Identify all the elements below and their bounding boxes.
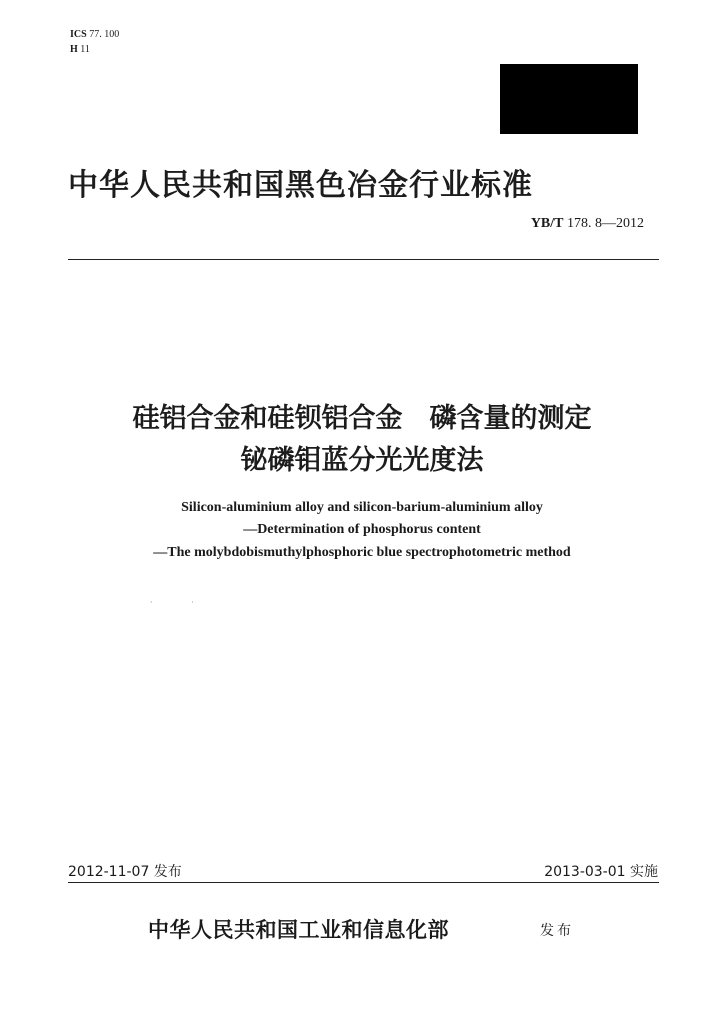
top-divider <box>68 259 659 260</box>
classification-codes <box>70 27 119 57</box>
issuing-label: 发布 <box>540 923 574 939</box>
bottom-divider <box>68 882 659 883</box>
chinese-title-line-1: 硅铝合金和硅钡铝合金 磷含量的测定 <box>132 403 592 434</box>
english-title-line-1: Silicon-aluminium alloy and silicon-barium-aluminium alloy <box>181 500 543 515</box>
chinese-title-line-2: 铋磷钼蓝分光光度法 <box>240 445 484 476</box>
standard-code: YB/T 178. 8—2012 <box>530 216 644 231</box>
implementation-date: 2013-03-01 实施 <box>544 864 658 880</box>
redaction-box <box>500 64 638 134</box>
issue-date: 2012-11-07 发布 <box>68 864 182 880</box>
english-title-line-3: —The molybdobismuthylphosphoric blue spectrophotometric method <box>153 545 571 560</box>
standard-category-title: 中华人民共和国黑色冶金行业标准 <box>68 168 533 203</box>
scan-specks: · · <box>150 598 212 607</box>
ccs-code: H 11 <box>70 44 90 55</box>
issuing-authority: 中华人民共和国工业和信息化部 <box>148 917 449 942</box>
english-title-line-2: —Determination of phosphorus content <box>243 522 481 537</box>
ics-code: ICS 77. 100 <box>70 29 120 40</box>
